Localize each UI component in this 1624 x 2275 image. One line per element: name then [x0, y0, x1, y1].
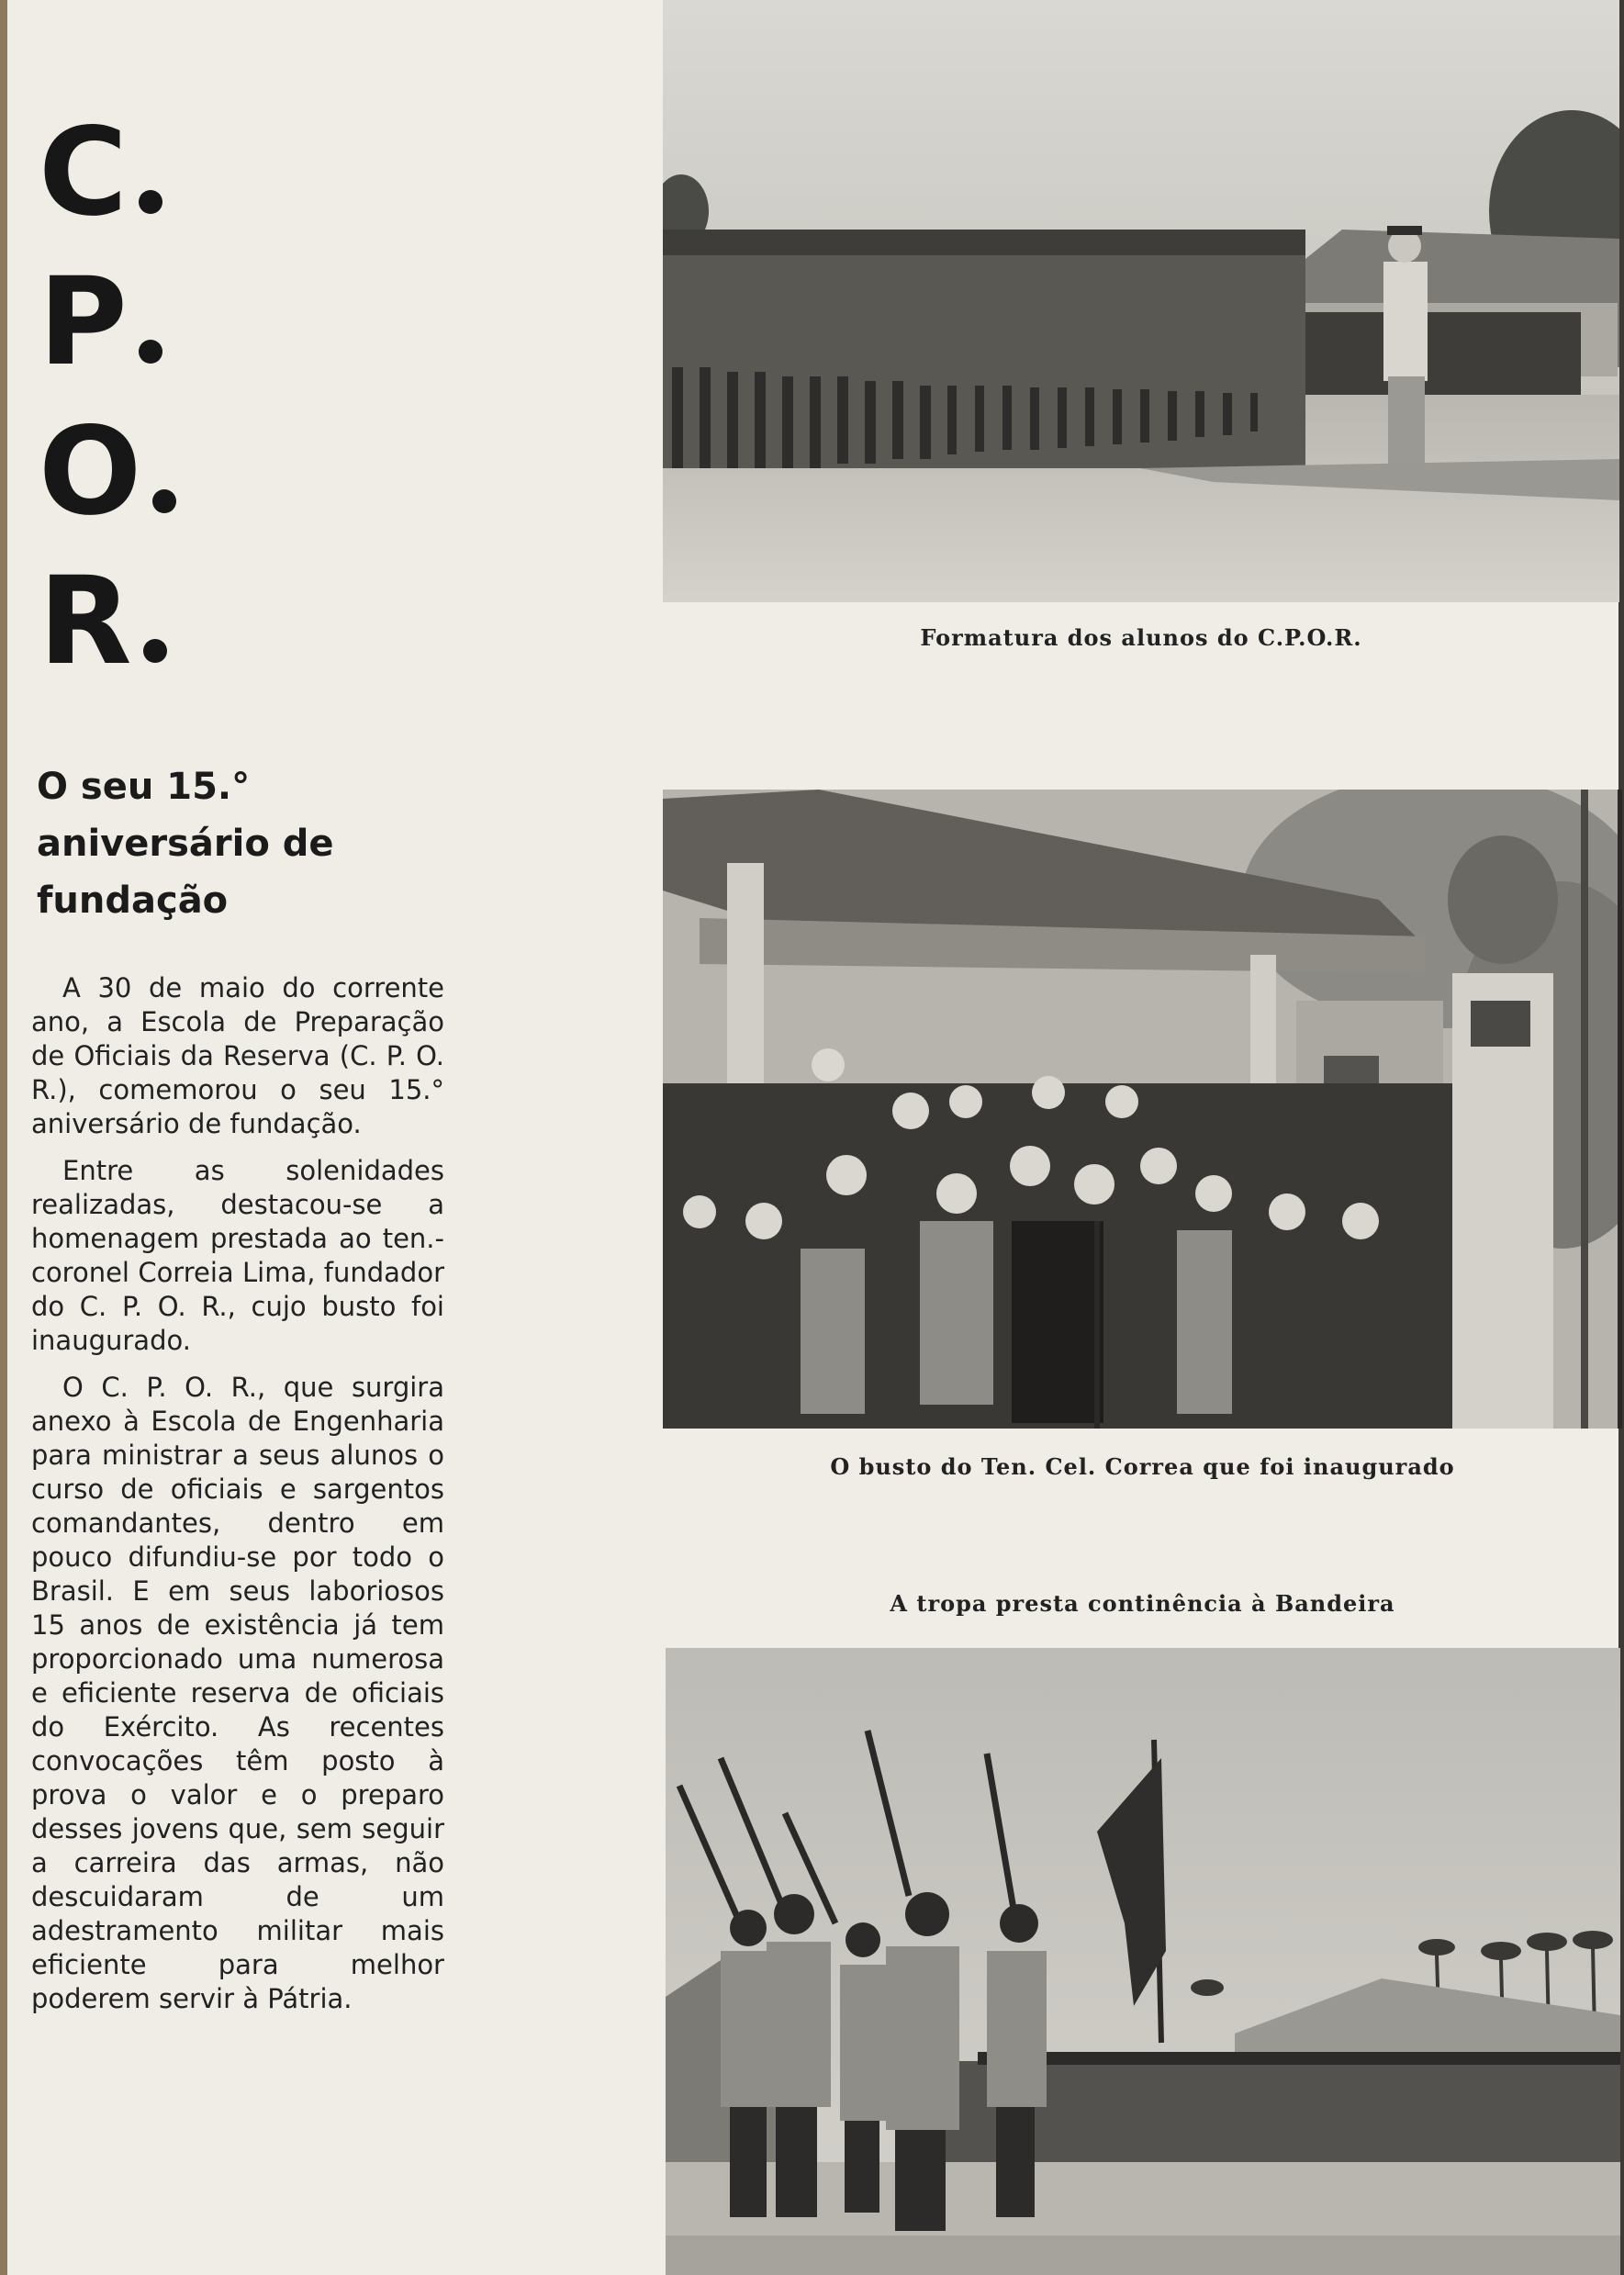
article-paragraph: Entre as solenidades realizadas, destacou-se a homenagem prestada ao ten.-coronel Correia Lima, fundador do C. P. O. R., cujo busto foi inaugurado.: [31, 1155, 444, 1356]
caption-formation: Formatura dos alunos do C.P.O.R.: [920, 624, 1362, 651]
heading-letter-o: O: [39, 411, 176, 532]
article-paragraph: O C. P. O. R., que surgira anexo à Escola de Engenharia para ministrar a seus alunos o curso de oficiais e sargentos comandantes, dentro em pouco difundiu-se por todo o Brasil. E em seus laboriosos 15 anos de existência já tem proporcionado uma numerosa e eficiente reserva de oficiais do Exército. As recentes convocações têm posto à prova o valor e o preparo desses jovens que, sem seguir a carreira das armas, não descuidaram de um adestramento militar mais eficiente para melhor poderem servir à Pátria.: [31, 1372, 444, 2014]
photo-bust-image: [663, 790, 1622, 1429]
photo-flag-salute: [666, 1648, 1620, 2275]
caption-flag: A tropa presta continência à Bandeira: [890, 1590, 1395, 1617]
heading-dot: [143, 639, 167, 663]
photo-bust-inauguration: [663, 790, 1622, 1429]
photo-formation-image: [663, 0, 1619, 602]
article-body: [31, 971, 444, 2029]
article-paragraph: A 30 de maio do corrente ano, a Escola de Preparação de Oficiais da Reserva (C. P. O. R.), comemorou o seu 15.° aniversário de fundação.: [31, 972, 444, 1139]
binding-edge: [0, 0, 7, 2275]
article-subtitle: O seu 15.° aniversário de fundação: [37, 766, 334, 922]
caption-bust: O busto do Ten. Cel. Correa que foi inaugurado: [830, 1453, 1455, 1480]
photo-flag-image: [666, 1648, 1620, 2275]
heading-letter-p: P: [39, 262, 162, 383]
heading-letter-c: C: [39, 112, 162, 233]
heading-dot: [139, 340, 162, 364]
heading-dot: [139, 190, 162, 214]
heading-dot: [152, 489, 176, 513]
heading-letter-r: R: [39, 561, 167, 682]
photo-formation: [663, 0, 1619, 602]
